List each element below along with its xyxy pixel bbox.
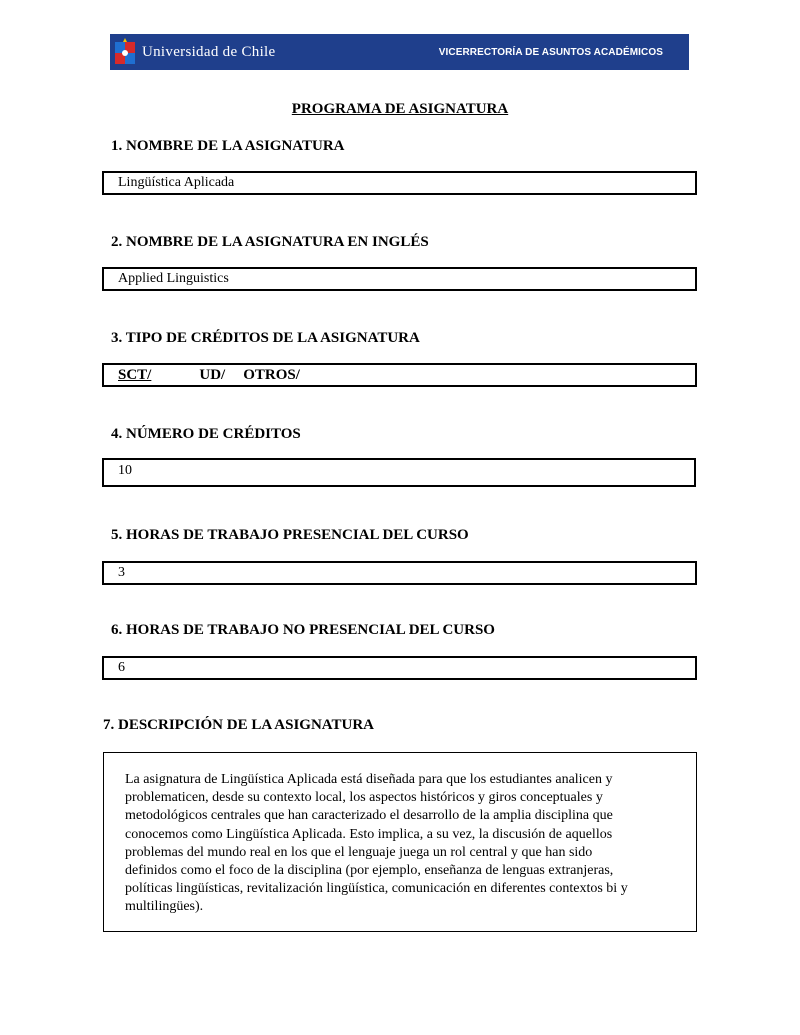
description-line: problematicen, desde su contexto local, los aspectos históricos y giros conceptuales y [125, 790, 603, 806]
vicerrectoria-label: VICERRECTORÍA DE ASUNTOS ACADÉMICOS [438, 46, 663, 58]
presential-hours-value: 3 [118, 565, 125, 580]
university-name: Universidad de Chile [142, 43, 276, 60]
credit-type-sct: SCT/ [118, 366, 152, 383]
description-line: problemas del mundo real en los que el lenguaje juega un rol central y que han sido [125, 844, 593, 860]
credits-number-value: 10 [118, 463, 132, 478]
description-line: La asignatura de Lingüística Aplicada está diseñada para que los estudiantes analicen y [125, 772, 613, 787]
non-presential-hours-field [102, 656, 697, 680]
document-title: PROGRAMA DE ASIGNATURA [291, 101, 509, 117]
presential-hours-field [102, 561, 697, 585]
section-1-heading: 1. NOMBRE DE LA ASIGNATURA [111, 138, 345, 154]
section-3-heading: 3. TIPO DE CRÉDITOS DE LA ASIGNATURA [111, 330, 420, 346]
section-4-heading: 4. NÚMERO DE CRÉDITOS [111, 426, 301, 442]
description-line: metodológicos centrales que han caracterizado el desarrollo de la amplia disciplina que [125, 808, 613, 824]
credit-type-ud: UD/ [199, 366, 226, 383]
course-name-english-field [102, 267, 697, 291]
section-6-heading: 6. HORAS DE TRABAJO NO PRESENCIAL DEL CURSO [111, 622, 495, 638]
credits-number-field [102, 458, 696, 487]
credit-type-field [102, 363, 697, 387]
course-name-field [102, 171, 697, 195]
description-line: definidos como el foco de la disciplina (por ejemplo, enseñanza de lenguas extranjeras, [125, 863, 614, 879]
course-name-english-value: Applied Linguistics [118, 271, 229, 286]
section-5-heading: 5. HORAS DE TRABAJO PRESENCIAL DEL CURSO [111, 527, 469, 543]
description-line: conocemos como Lingüística Aplicada. Esto implica, a su vez, la discusión de aquellos [125, 826, 613, 842]
description-box [103, 752, 697, 932]
section-7-heading: 7. DESCRIPCIÓN DE LA ASIGNATURA [103, 717, 375, 733]
course-name-value: Lingüística Aplicada [118, 175, 235, 190]
header-banner [110, 34, 689, 70]
section-2-heading: 2. NOMBRE DE LA ASIGNATURA EN INGLÉS [111, 234, 429, 250]
non-presential-hours-value: 6 [118, 660, 125, 675]
banner-left [114, 38, 275, 66]
credit-type-otros: OTROS/ [243, 366, 300, 383]
description-line: multilingües). [125, 899, 204, 915]
university-crest-icon [114, 38, 136, 66]
description-line: políticas lingüísticas, revitalización lingüística, comunicación en diferentes contextos bi y [125, 881, 628, 897]
